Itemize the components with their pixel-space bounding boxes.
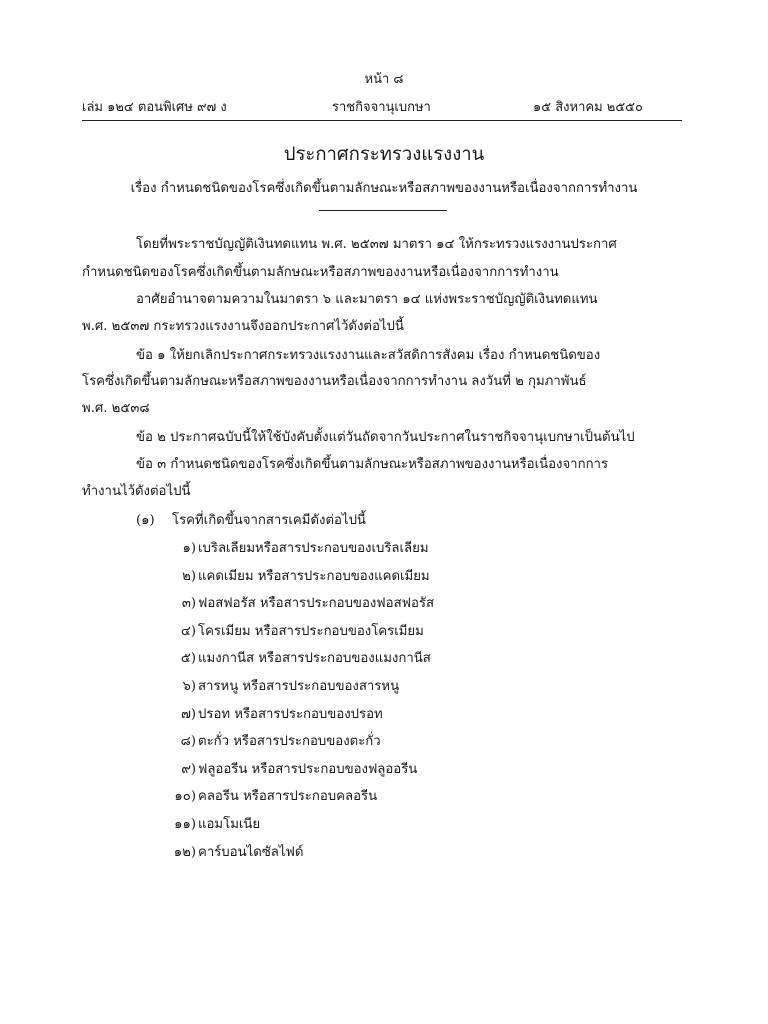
list-item-number: ๔) [180,623,196,639]
list-item-text: โครเมียม หรือสารประกอบของโครเมียม [198,623,424,639]
clause-1-line-1: ข้อ ๑ ให้ยกเลิกประกาศกระทรวงแรงงานและสวัสดิการสังคม เรื่อง กำหนดชนิดของ [136,348,601,363]
section-1-number: (๑) [136,513,155,528]
list-item-text: แอมโมเนีย [198,817,261,832]
page-number: หน้า ๘ [364,72,404,87]
list-item-text: ฟอสฟอรัส หรือสารประกอบของฟอสฟอรัส [198,596,435,612]
list-item-number: ๖) [182,679,196,694]
volume-issue: เล่ม ๑๒๔ ตอนพิเศษ ๙๗ ง [82,100,227,115]
list-item-number: ๑๒) [173,844,196,860]
list-item-number: ๑๑) [174,817,196,832]
list-item-text: คาร์บอนไดซัลไฟด์ [198,844,304,860]
list-item-text: แคดเมียม หรือสารประกอบของแคดเมียม [198,568,430,584]
header-rule [82,120,682,121]
list-item-number: ๓) [181,596,196,612]
document-subject: เรื่อง กำหนดชนิดของโรคซึ่งเกิดขึ้นตามลักษณะหรือสภาพของงานหรือเนื่องจากการทำงาน [130,181,638,196]
list-item-number: ๘) [180,734,196,750]
document-title: ประกาศกระทรวงแรงงาน [283,144,485,165]
list-item-text: คลอรีน หรือสารประกอบคลอรีน [198,789,378,805]
list-item-text: ปรอท หรือสารประกอบของปรอท [198,706,383,722]
list-item-number: ๕) [180,651,196,667]
publication-date: ๑๕ สิงหาคม ๒๕๕๐ [533,100,643,115]
preamble-line-3: อาศัยอำนาจตามความในมาตรา ๖ และมาตรา ๑๔ แห่งพระราชบัญญัติเงินทดแทน [136,292,598,307]
list-item-number: ๙) [181,761,196,777]
list-item-number: ๒) [182,568,196,584]
list-item-number: ๑) [182,541,196,556]
section-1-heading: โรคที่เกิดขึ้นจากสารเคมีดังต่อไปนี้ [172,513,366,528]
list-item-text: แมงกานีส หรือสารประกอบของแมงกานีส [198,651,431,667]
list-item-text: ฟลูออรีน หรือสารประกอบของฟลูออรีน [198,761,418,777]
preamble-line-1: โดยที่พระราชบัญญัติเงินทดแทน พ.ศ. ๒๕๓๗ มาตรา ๑๔ ให้กระทรวงแรงงานประกาศ [136,237,617,252]
preamble-line-2: กำหนดชนิดของโรคซึ่งเกิดขึ้นตามลักษณะหรือสภาพของงานหรือเนื่องจากการทำงาน [82,265,559,280]
clause-1-line-2: โรคซึ่งเกิดขึ้นตามลักษณะหรือสภาพของงานหรือเนื่องจากการทำงาน ลงวันที่ ๒ กุมภาพันธ์ [82,374,587,389]
title-divider [319,210,447,211]
clause-1-line-3: พ.ศ. ๒๕๓๘ [82,401,150,416]
preamble-line-4: พ.ศ. ๒๕๓๗ กระทรวงแรงงานจึงออกประกาศไว้ดังต่อไปนี้ [82,319,404,334]
list-item-text: สารหนู หรือสารประกอบของสารหนู [198,679,400,694]
clause-3-line-1: ข้อ ๓ กำหนดชนิดของโรคซึ่งเกิดขึ้นตามลักษณะหรือสภาพของงานหรือเนื่องจากการ [136,457,609,472]
publication-name: ราชกิจจานุเบกษา [332,100,431,115]
list-item-number: ๗) [180,706,196,722]
list-item-text: เบริลเลียมหรือสารประกอบของเบริลเลียม [198,541,429,556]
clause-2-line-1: ข้อ ๒ ประกาศฉบับนี้ให้ใช้บังคับตั้งแต่วันถัดจากวันประกาศในราชกิจจานุเบกษาเป็นต้นไป [136,430,635,445]
clause-3-line-2: ทำงานไว้ดังต่อไปนี้ [82,484,191,499]
list-item-text: ตะกั่ว หรือสารประกอบของตะกั่ว [198,734,381,750]
list-item-number: ๑๐) [174,789,196,805]
